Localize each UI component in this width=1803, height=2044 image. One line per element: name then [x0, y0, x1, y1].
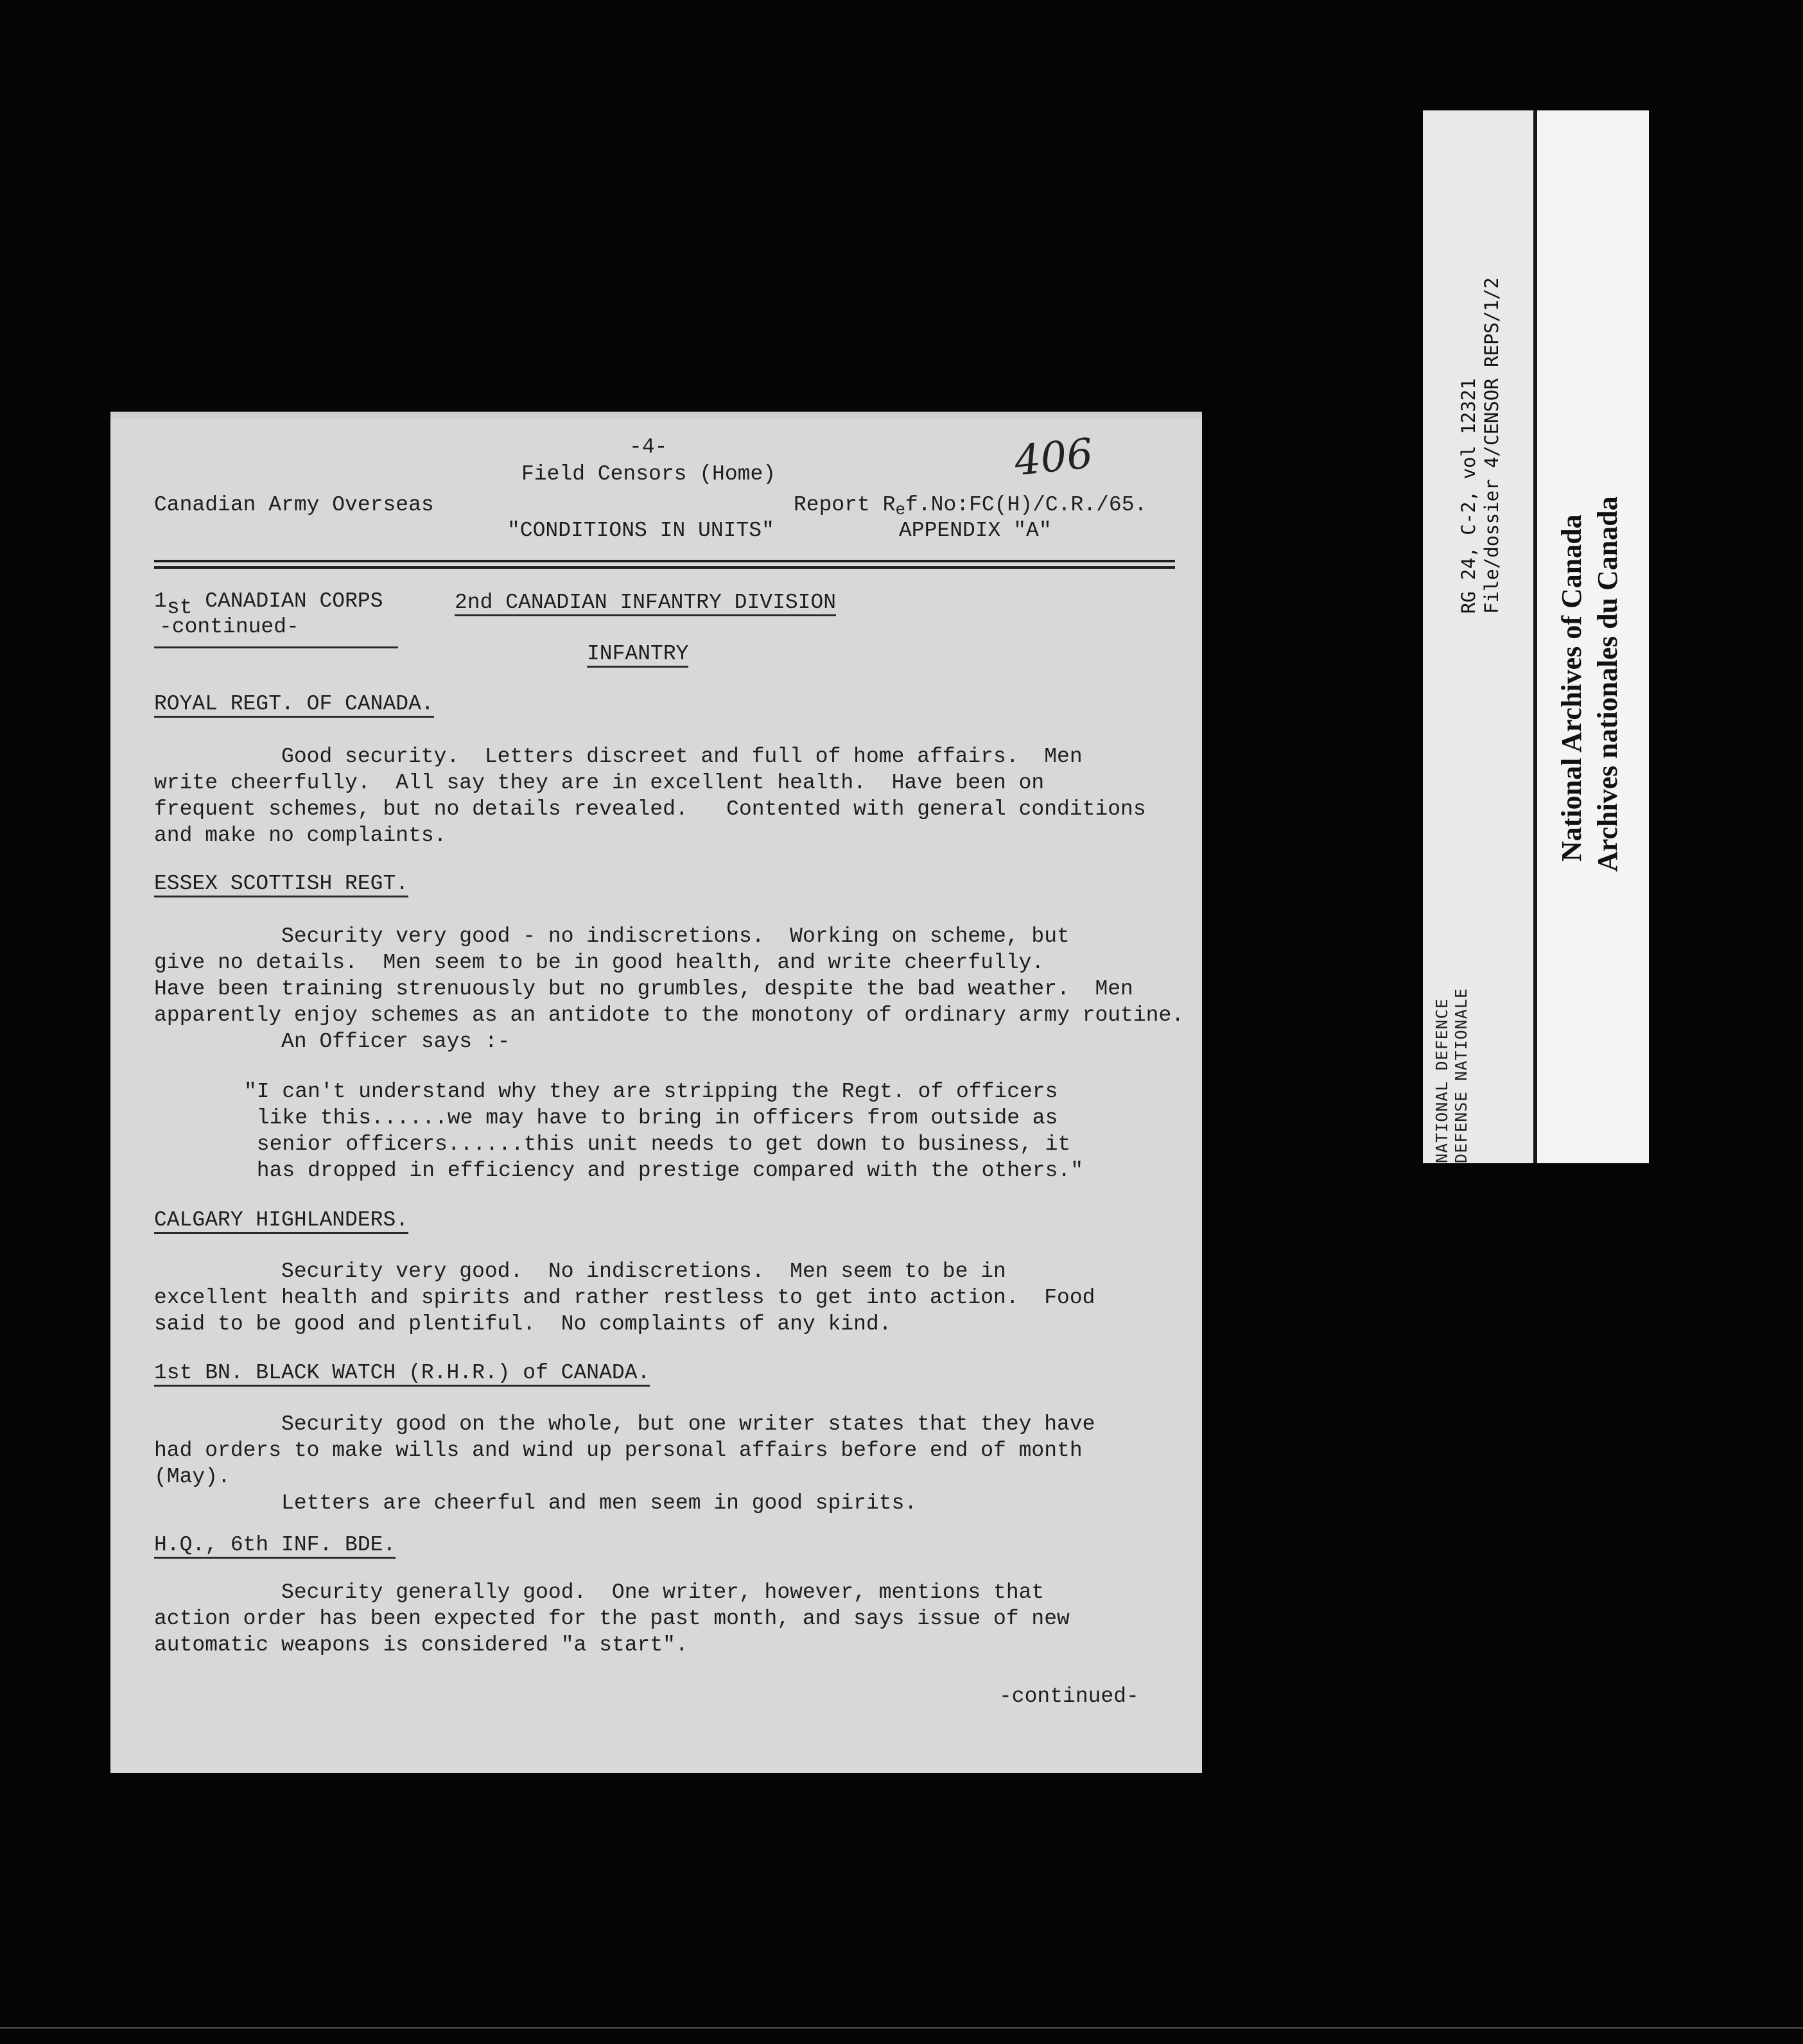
unit-heading-calgary-highlanders: CALGARY HIGHLANDERS.	[154, 1209, 408, 1234]
archives-name-en: National Archives of Canada	[1556, 514, 1587, 862]
archive-label-strip	[1533, 110, 1649, 1163]
report-reference	[794, 494, 1147, 518]
unit-body-black-watch: Security good on the whole, but one writer states that they have had orders to make wills and wind up personal affairs before end of month (May). Letters are cheerful and men seem in good spirits.	[154, 1412, 1095, 1515]
arm-heading: INFANTRY	[587, 643, 688, 668]
report-sub: e	[895, 500, 906, 519]
film-edge-line	[0, 2027, 1803, 2029]
unit-heading-hq-6th-bde: H.Q., 6th INF. BDE.	[154, 1534, 396, 1559]
corps-continued: -continued-	[154, 616, 398, 648]
unit-body-calgary-highlanders: Security very good. No indiscretions. Men seem to be in excellent health and spirits and rather restless to get into action. Food said to be good and plentiful. No complaints of any kind.	[154, 1260, 1095, 1336]
report-prefix: Report R	[794, 493, 896, 517]
corps-name: CANADIAN CORPS	[205, 589, 383, 613]
archives-name-fr: Archives nationales du Canada	[1592, 496, 1623, 872]
corps-prefix: 1	[154, 589, 167, 613]
corps-sup: st	[166, 596, 193, 619]
appendix-label: APPENDIX "A"	[899, 519, 1052, 542]
national-defence-stamp-line1: NATIONAL DEFENCE	[1433, 998, 1451, 1163]
unit-body-royal-regt: Good security. Letters discreet and full of home affairs. Men write cheerfully. All say they are in excellent health. Have been on frequent schemes, but no details revealed. Contented with general conditions and make no complaints.	[154, 745, 1146, 847]
report-rest: f.No:FC(H)/C.R./65.	[905, 493, 1147, 517]
archive-reference-strip	[1423, 110, 1533, 1163]
header-rule-top	[154, 560, 1175, 562]
corps-heading	[154, 591, 383, 618]
archive-reference-line1: RG 24, C-2, vol 12321	[1458, 378, 1479, 614]
unit-body-hq-6th-bde: Security generally good. One writer, however, mentions that action order has been expected for the past month, and says issue of new automatic weapons is considered "a start".	[154, 1581, 1070, 1657]
header-title: Field Censors (Home)	[521, 462, 776, 486]
header-left: Canadian Army Overseas	[154, 493, 434, 517]
officer-quote: "I can't understand why they are stripping the Regt. of officers like this......we may have to bring in officers from outside as senior officers......this unit needs to get down to business, it has dropped in efficiency and prestige compared with the others."	[244, 1080, 1084, 1182]
handwritten-page-number: 406	[1012, 429, 1095, 486]
unit-heading-essex-scottish: ESSEX SCOTTISH REGT.	[154, 873, 408, 897]
header-subtitle: "CONDITIONS IN UNITS"	[507, 519, 774, 542]
national-defence-stamp-line2: DEFENSE NATIONALE	[1452, 988, 1470, 1163]
header-rule-bottom	[154, 566, 1175, 569]
document-page	[110, 415, 1202, 1773]
unit-heading-black-watch: 1st BN. BLACK WATCH (R.H.R.) of CANADA.	[154, 1362, 650, 1387]
unit-heading-royal-regt: ROYAL REGT. OF CANADA.	[154, 693, 434, 718]
paper-top-edge	[110, 411, 1202, 419]
archive-reference-line2: File/dossier 4/CENSOR REPS/1/2	[1481, 277, 1503, 614]
division-heading: 2nd CANADIAN INFANTRY DIVISION	[455, 592, 836, 616]
continued-footer: -continued-	[999, 1685, 1139, 1708]
unit-body-essex-scottish: Security very good - no indiscretions. Working on scheme, but give no details. Men seem to be in good health, and write cheerfully. Have been training strenuously but no grumbles, despite the bad weather. Men apparently enjoy schemes as an antidote to the monotony of ordinary army routine. An Officer says :-	[154, 924, 1185, 1053]
page-number: -4-	[629, 435, 668, 459]
